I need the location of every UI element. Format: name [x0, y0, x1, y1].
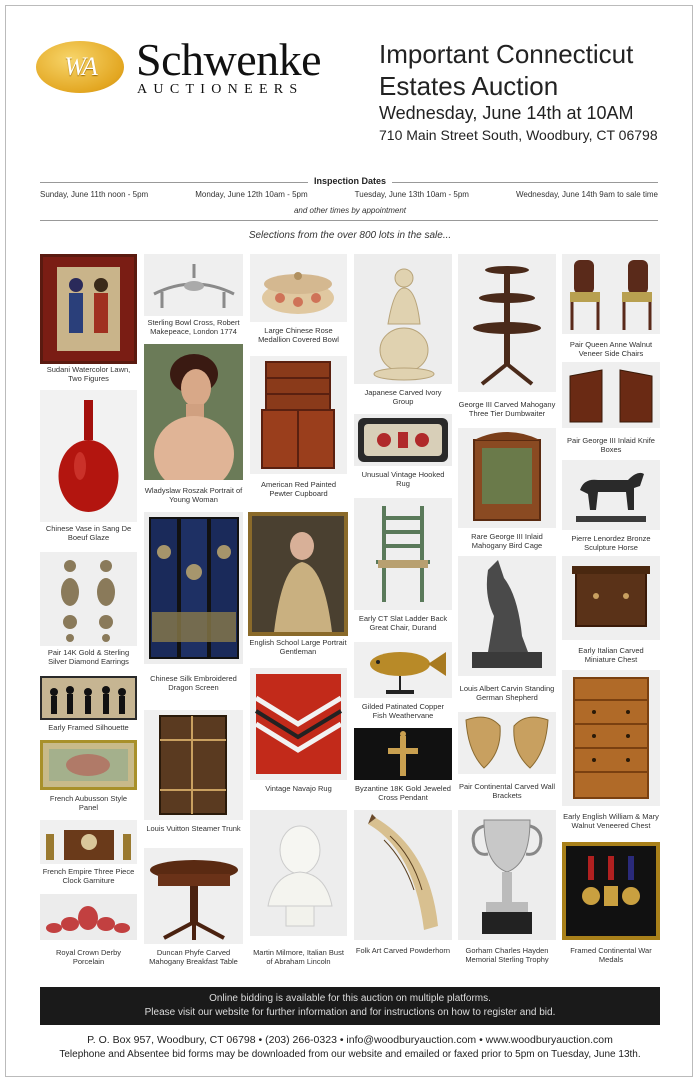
lot-caption: Large Chinese Rose Medallion Covered Bowl: [258, 326, 339, 344]
lot-photo: [562, 460, 660, 530]
lot-caption: American Red Painted Pewter Cupboard: [260, 480, 337, 498]
lot-caption: French Aubusson Style Panel: [49, 794, 128, 812]
brand-name: Schwenke: [136, 34, 322, 85]
selections-label: Selections from the over 800 lots in the sale...: [248, 230, 452, 241]
banner-line: Online bidding is available for this auction on multiple platforms.: [209, 993, 491, 1004]
lot-photo: [40, 390, 137, 522]
lot-item[interactable]: [40, 820, 137, 888]
lot-caption: Early English William & Mary Walnut Veneered Chest: [563, 812, 659, 830]
brand-subtitle: AUCTIONEERS: [137, 82, 304, 97]
lot-caption: Louis Vuitton Steamer Trunk: [146, 824, 241, 833]
lot-caption: Japanese Carved Ivory Group: [364, 388, 442, 406]
lot-item[interactable]: [354, 254, 452, 410]
lot-photo: [248, 512, 348, 636]
lot-caption: Early Framed Silhouette: [48, 723, 129, 732]
lot-item[interactable]: [250, 810, 347, 970]
lot-photo: [354, 414, 452, 466]
lot-item[interactable]: [458, 254, 556, 422]
lot-caption: Pair Queen Anne Walnut Veneer Side Chairs: [569, 340, 653, 358]
lot-caption: Early Italian Carved Miniature Chest: [578, 646, 644, 664]
lot-item[interactable]: [562, 254, 660, 358]
lot-photo: [250, 356, 347, 474]
lot-caption: Gilded Patinated Copper Fish Weathervane: [361, 702, 445, 720]
lot-photo: [562, 362, 660, 428]
inspection-other: and other times by appointment: [293, 206, 407, 215]
inspection-date: Tuesday, June 13th 10am - 5pm: [354, 190, 469, 199]
lot-item[interactable]: [144, 512, 243, 704]
lot-caption: Framed Continental War Medals: [570, 946, 652, 964]
lot-caption: Vintage Navajo Rug: [265, 784, 332, 793]
inspection-date: Sunday, June 11th noon - 5pm: [40, 190, 149, 199]
lot-item[interactable]: [40, 390, 137, 546]
lot-caption: Pair 14K Gold & Sterling Silver Diamond Earrings: [47, 648, 130, 666]
lot-caption: Wladyslaw Roszak Portrait of Young Woman: [144, 486, 243, 504]
lot-item[interactable]: [354, 728, 452, 804]
lot-photo: [144, 344, 243, 480]
lot-photo: [458, 556, 556, 676]
lot-item[interactable]: [562, 362, 660, 458]
lot-caption: Chinese Silk Embroidered Dragon Screen: [150, 674, 237, 692]
lot-item[interactable]: [144, 254, 243, 336]
lot-caption: George III Carved Mahogany Three Tier Dumbwaiter: [458, 400, 556, 418]
auction-title: Important Connecticut Estates Auction: [379, 39, 634, 101]
lot-caption: Gorham Charles Hayden Memorial Sterling Trophy: [465, 946, 549, 964]
lot-item[interactable]: [354, 642, 452, 722]
divider: [40, 220, 658, 221]
company-logo: WA: [36, 41, 124, 93]
inspection-title: Inspection Dates: [0, 176, 700, 186]
lot-photo: [40, 552, 137, 646]
lot-caption: Rare George III Inlaid Mahogany Bird Cage: [471, 532, 543, 550]
lot-item[interactable]: [144, 344, 243, 506]
lot-photo: [144, 848, 243, 944]
lot-photo: [458, 810, 556, 940]
lot-photo: [144, 710, 243, 820]
lot-photo: [144, 512, 243, 664]
auction-address: 710 Main Street South, Woodbury, CT 06798: [379, 127, 658, 143]
lot-item[interactable]: [144, 710, 243, 844]
lot-item[interactable]: [458, 428, 556, 552]
lot-caption: Martin Milmore, Italian Bust of Abraham Lincoln: [253, 948, 344, 966]
inspection-date: Wednesday, June 14th 9am to sale time: [515, 190, 658, 199]
lot-photo: [40, 676, 137, 720]
lot-item[interactable]: [562, 460, 660, 556]
auction-date: Wednesday, June 14th at 10AM: [379, 103, 634, 123]
lot-caption: Chinese Vase in Sang De Boeuf Glaze: [45, 524, 132, 542]
lot-photo: [562, 670, 660, 806]
lot-photo: [354, 810, 452, 940]
lot-caption: Early CT Slat Ladder Back Great Chair, Durand: [358, 614, 448, 632]
lot-caption: Pierre Lenordez Bronze Sculpture Horse: [571, 534, 651, 552]
lot-item[interactable]: [40, 552, 137, 670]
lot-item[interactable]: [354, 498, 452, 634]
lot-item[interactable]: [250, 668, 347, 808]
lot-photo: [458, 712, 556, 774]
lot-photo: [562, 556, 660, 640]
lot-caption: Pair George III Inlaid Knife Boxes: [567, 436, 655, 454]
lot-item[interactable]: [562, 670, 660, 840]
lot-item[interactable]: [354, 810, 452, 970]
lot-caption: Royal Crown Derby Porcelain: [55, 948, 122, 966]
lot-photo: [250, 668, 347, 780]
lot-photo: [562, 254, 660, 334]
lot-photo: [458, 428, 556, 528]
lot-item[interactable]: [250, 254, 347, 346]
inspection-dates: [40, 190, 658, 199]
lot-caption: Folk Art Carved Powderhorn: [355, 946, 451, 955]
lot-caption: Louis Albert Carvin Standing German Shepherd: [459, 684, 555, 702]
lot-photo: [40, 894, 137, 940]
lot-photo: [458, 254, 556, 392]
online-bidding-banner: [40, 987, 660, 1025]
lot-photo: [354, 498, 452, 610]
inspection-date: Monday, June 12th 10am - 5pm: [195, 190, 308, 199]
lot-photo: [144, 254, 243, 316]
lot-caption: French Empire Three Piece Clock Garniture: [42, 867, 135, 885]
bid-forms-notice: Telephone and Absentee bid forms may be downloaded from our website and emailed or faxed prior to 5pm on Tuesday, June 13th.: [59, 1049, 641, 1060]
lot-item[interactable]: [562, 556, 660, 670]
lot-caption: Duncan Phyfe Carved Mahogany Breakfast Table: [149, 948, 238, 966]
contact-info: P. O. Box 957, Woodbury, CT 06798 • (203) 266-0323 • info@woodburyauction.com • www.woodburyauction.com: [87, 1034, 613, 1046]
lot-item[interactable]: [562, 842, 660, 970]
lot-caption: Sterling Bowl Cross, Robert Makepeace, London 1774: [147, 318, 240, 336]
lot-photo: [354, 254, 452, 384]
lot-item[interactable]: [458, 556, 556, 704]
lot-photo: [250, 254, 347, 322]
banner-line: Please visit our website for further information and for instructions on how to register and bid.: [144, 1007, 556, 1018]
lot-item[interactable]: [40, 254, 137, 384]
lot-caption: Pair Continental Carved Wall Brackets: [458, 782, 555, 800]
lot-item[interactable]: [250, 356, 347, 506]
lot-caption: English School Large Portrait Gentleman: [249, 638, 347, 656]
lot-caption: Sudani Watercolor Lawn, Two Figures: [46, 365, 131, 383]
lot-item[interactable]: [40, 676, 137, 734]
lot-item[interactable]: [40, 894, 137, 970]
lot-photo: [40, 254, 137, 364]
lot-photo: [40, 820, 137, 864]
lot-photo: [354, 642, 452, 698]
lot-photo: [354, 728, 452, 780]
lot-caption: Byzantine 18K Gold Jeweled Cross Pendant: [355, 784, 451, 802]
lot-item[interactable]: [248, 512, 348, 662]
lot-item[interactable]: [458, 712, 556, 804]
lot-item[interactable]: [40, 740, 137, 812]
lot-photo: [40, 740, 137, 790]
lot-item[interactable]: [144, 848, 243, 970]
lot-item[interactable]: [354, 414, 452, 492]
lot-photo: [250, 810, 347, 936]
lot-item[interactable]: [458, 810, 556, 970]
lot-caption: Unusual Vintage Hooked Rug: [361, 470, 445, 488]
lot-photo: [562, 842, 660, 940]
